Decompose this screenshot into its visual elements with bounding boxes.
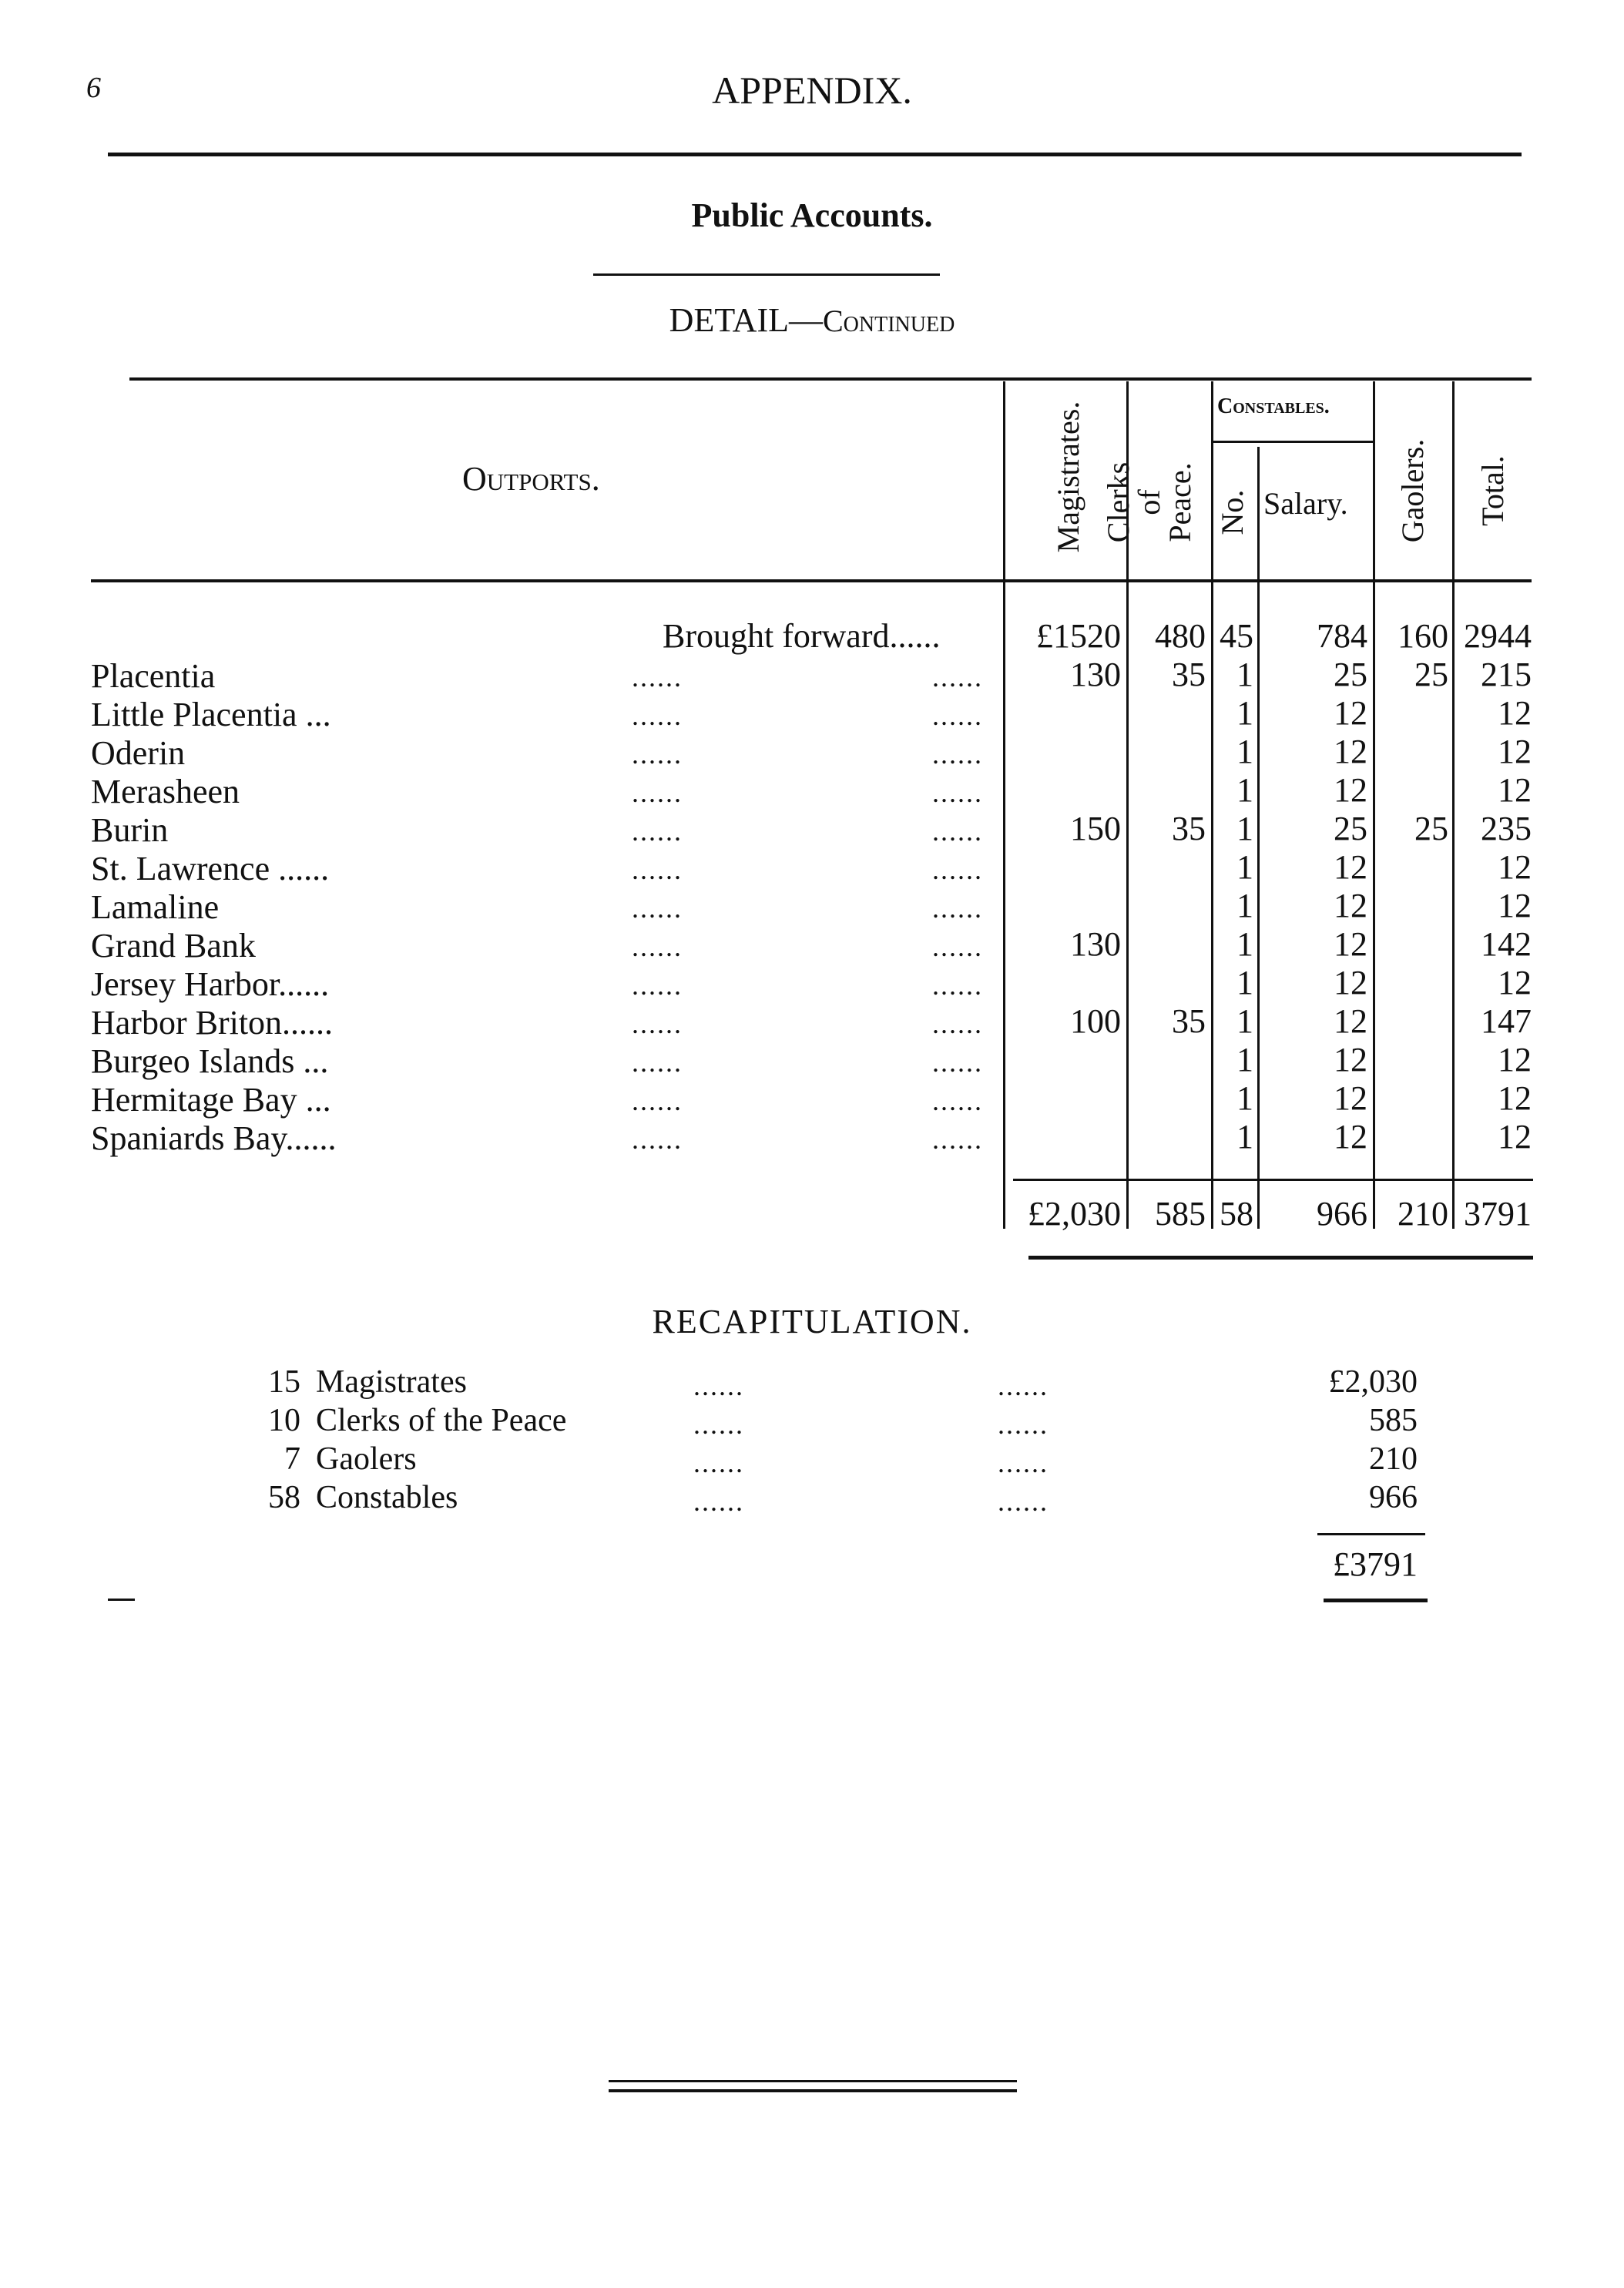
cell-salary: 25 (1334, 656, 1367, 693)
bf-total: 2944 (1464, 617, 1532, 655)
recap-amount: 210 (1369, 1441, 1418, 1477)
leader-dots: ...... (998, 1370, 1049, 1401)
cell-salary: 12 (1334, 1041, 1367, 1079)
cell-salary: 12 (1334, 1118, 1367, 1156)
col-sep-5 (1373, 381, 1375, 1229)
bottom-rule-outer (609, 2080, 1017, 2082)
recap-count: 15 (268, 1364, 300, 1400)
cell-clerks: 35 (1172, 656, 1206, 693)
header-clerks (1103, 441, 1196, 564)
recap-label: Magistrates (316, 1364, 467, 1400)
cell-salary: 25 (1334, 810, 1367, 847)
cell-total: 12 (1498, 887, 1532, 924)
cell-salary: 12 (1334, 925, 1367, 963)
total-total: 3791 (1464, 1195, 1532, 1233)
recap-amount: 585 (1369, 1403, 1418, 1438)
recap-total: £3791 (1333, 1545, 1418, 1583)
running-head: APPENDIX. (712, 69, 912, 112)
leader-dots: ...... (932, 739, 983, 770)
place-name: Merasheen (91, 773, 240, 810)
leader-dots: ...... (693, 1409, 744, 1440)
totals-top-rule (1013, 1179, 1533, 1181)
leader-dots: ...... (932, 854, 983, 885)
cell-salary: 12 (1334, 848, 1367, 886)
cell-no: 1 (1236, 1002, 1253, 1040)
leader-dots: ...... (632, 893, 683, 924)
constables-subrule (1211, 441, 1373, 443)
leader-dots: ...... (932, 700, 983, 731)
leader-dots: ...... (693, 1370, 744, 1401)
leader-dots: ...... (998, 1486, 1049, 1517)
cell-total: 12 (1498, 848, 1532, 886)
cell-no: 1 (1236, 733, 1253, 770)
header-bottom-rule (91, 579, 1532, 582)
cell-total: 12 (1498, 771, 1532, 809)
cell-magistrates: 130 (1070, 656, 1121, 693)
brought-forward-label: Brought forward...... (663, 617, 941, 655)
cell-no: 1 (1236, 771, 1253, 809)
leader-dots: ...... (932, 816, 983, 847)
recap-sum-rule (1317, 1533, 1425, 1535)
place-name: Little Placentia ... (91, 696, 331, 733)
leader-dots: ...... (632, 854, 683, 885)
cell-no: 1 (1236, 925, 1253, 963)
total-magistrates: £2,030 (1028, 1195, 1121, 1233)
leader-dots: ...... (632, 931, 683, 962)
total-salary: 966 (1317, 1195, 1367, 1233)
cell-total: 215 (1481, 656, 1532, 693)
cell-salary: 12 (1334, 1079, 1367, 1117)
place-name: Placentia (91, 657, 216, 695)
leader-dots: ...... (932, 662, 983, 693)
leader-dots: ...... (932, 1085, 983, 1116)
cell-gaolers: 25 (1414, 656, 1448, 693)
leader-dots: ...... (932, 1008, 983, 1039)
leader-dots: ...... (632, 1085, 683, 1116)
leader-dots: ...... (632, 662, 683, 693)
place-name: Grand Bank (91, 927, 256, 965)
cell-magistrates: 150 (1070, 810, 1121, 847)
leader-dots: ...... (693, 1486, 744, 1517)
cell-salary: 12 (1334, 887, 1367, 924)
header-gaolers: Gaolers. (1395, 438, 1430, 543)
recap-count: 7 (284, 1441, 300, 1477)
cell-clerks: 35 (1172, 810, 1206, 847)
cell-total: 142 (1481, 925, 1532, 963)
header-total: Total. (1475, 455, 1510, 526)
section-title: Public Accounts. (691, 196, 933, 234)
cell-salary: 12 (1334, 1002, 1367, 1040)
leader-dots: ...... (693, 1448, 744, 1478)
recap-title: RECAPITULATION. (652, 1303, 972, 1340)
table-top-rule (129, 377, 1532, 381)
place-name: Oderin (91, 734, 186, 772)
bf-clerks: 480 (1155, 617, 1206, 655)
place-name: Lamaline (91, 888, 220, 926)
subtitle-main: DETAIL— (669, 301, 823, 339)
leader-dots: ...... (932, 1124, 983, 1155)
leader-dots: ...... (632, 739, 683, 770)
place-name: Burin (91, 811, 169, 849)
title-rule (593, 273, 940, 276)
header-constables: Constables. (1217, 394, 1330, 418)
cell-no: 1 (1236, 848, 1253, 886)
cell-no: 1 (1236, 810, 1253, 847)
place-name: Jersey Harbor...... (91, 965, 330, 1003)
bf-magistrates: £1520 (1036, 617, 1121, 655)
cell-salary: 12 (1334, 694, 1367, 732)
cell-total: 12 (1498, 1079, 1532, 1117)
header-constables-salary: Salary. (1263, 486, 1348, 521)
place-name: Burgeo Islands ... (91, 1042, 329, 1080)
cell-no: 1 (1236, 887, 1253, 924)
leader-dots: ...... (632, 1047, 683, 1078)
recap-amount: £2,030 (1328, 1364, 1418, 1400)
bf-no: 45 (1220, 617, 1253, 655)
header-constables-no: No. (1215, 489, 1250, 535)
leader-dots: ...... (932, 1047, 983, 1078)
bf-salary: 784 (1317, 617, 1367, 655)
totals-bottom-rule (1028, 1256, 1533, 1260)
leader-dots: ...... (932, 777, 983, 808)
cell-clerks: 35 (1172, 1002, 1206, 1040)
cell-gaolers: 25 (1414, 810, 1448, 847)
margin-mark (108, 1599, 135, 1601)
page-number: 6 (86, 72, 101, 104)
cell-total: 12 (1498, 1118, 1532, 1156)
cell-no: 1 (1236, 1079, 1253, 1117)
cell-no: 1 (1236, 964, 1253, 1001)
leader-dots: ...... (632, 700, 683, 731)
cell-total: 147 (1481, 1002, 1532, 1040)
place-name: Spaniards Bay...... (91, 1119, 337, 1157)
total-gaolers: 210 (1398, 1195, 1448, 1233)
recap-label: Gaolers (316, 1441, 417, 1477)
cell-salary: 12 (1334, 771, 1367, 809)
leader-dots: ...... (932, 970, 983, 1001)
leader-dots: ...... (998, 1409, 1049, 1440)
detail-subtitle (0, 300, 1624, 340)
leader-dots: ...... (632, 1008, 683, 1039)
col-sep-1 (1003, 381, 1005, 1229)
header-magistrates: Magistrates. (1051, 401, 1085, 553)
bf-gaolers: 160 (1398, 617, 1448, 655)
recap-count: 58 (268, 1480, 300, 1515)
total-clerks: 585 (1155, 1195, 1206, 1233)
header-outports: Outports. (462, 460, 600, 498)
bottom-rule-inner (609, 2089, 1017, 2092)
cell-no: 1 (1236, 1041, 1253, 1079)
leader-dots: ...... (632, 777, 683, 808)
cell-salary: 12 (1334, 964, 1367, 1001)
recap-label: Constables (316, 1480, 458, 1515)
place-name: St. Lawrence ...... (91, 850, 330, 887)
recap-total-rule (1324, 1599, 1428, 1602)
cell-total: 12 (1498, 964, 1532, 1001)
cell-magistrates: 100 (1070, 1002, 1121, 1040)
recap-count: 10 (268, 1403, 300, 1438)
leader-dots: ...... (998, 1448, 1049, 1478)
leader-dots: ...... (632, 816, 683, 847)
cell-total: 12 (1498, 733, 1532, 770)
place-name: Hermitage Bay ... (91, 1081, 331, 1119)
cell-no: 1 (1236, 694, 1253, 732)
leader-dots: ...... (632, 1124, 683, 1155)
place-name: Harbor Briton...... (91, 1004, 334, 1042)
leader-dots: ...... (932, 893, 983, 924)
cell-magistrates: 130 (1070, 925, 1121, 963)
cell-total: 12 (1498, 1041, 1532, 1079)
cell-no: 1 (1236, 656, 1253, 693)
cell-total: 12 (1498, 694, 1532, 732)
leader-dots: ...... (932, 931, 983, 962)
header-clerks-text: Clerks of Peace. (1101, 461, 1197, 543)
cell-total: 235 (1481, 810, 1532, 847)
recap-label: Clerks of the Peace (316, 1403, 567, 1438)
recap-amount: 966 (1369, 1480, 1418, 1515)
cell-no: 1 (1236, 1118, 1253, 1156)
head-rule (108, 153, 1522, 156)
total-no: 58 (1220, 1195, 1253, 1233)
leader-dots: ...... (632, 970, 683, 1001)
subtitle-continued: Continued (822, 304, 955, 338)
cell-salary: 12 (1334, 733, 1367, 770)
